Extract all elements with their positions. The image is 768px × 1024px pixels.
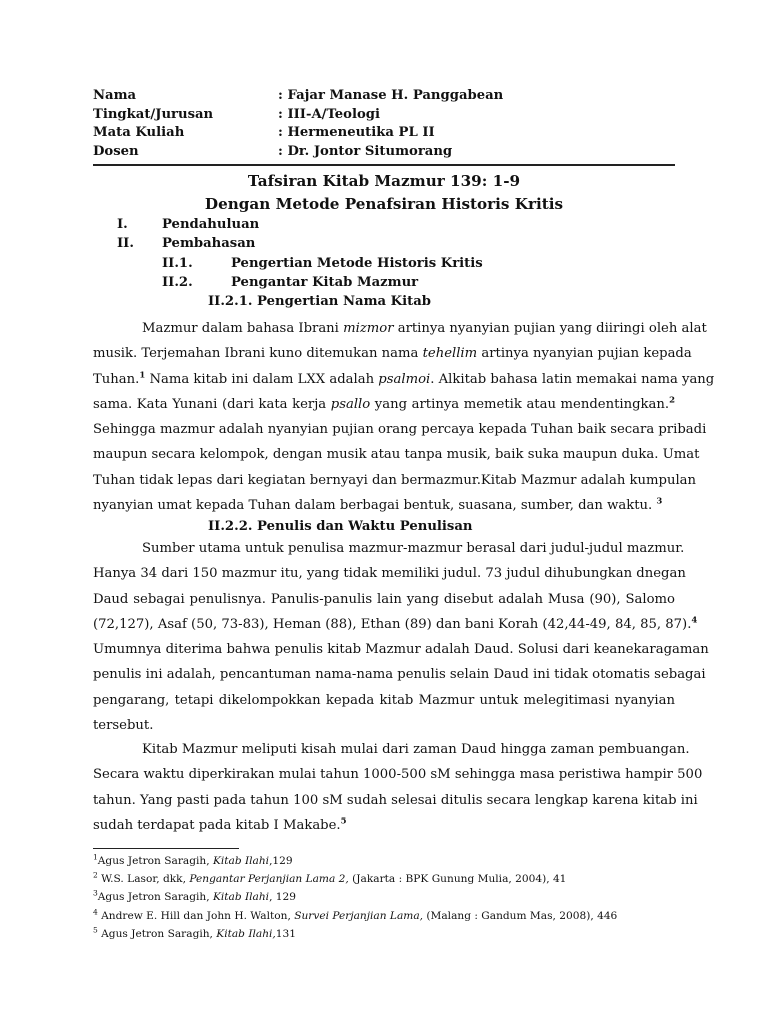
text-line: Sumber utama untuk penulisa mazmur-mazmur berasal dari judul-judul mazmur. [142,541,685,556]
text-line: Secara waktu diperkirakan mulai tahun 1000-500 sM sehingga masa peristiwa hampir 500 [93,767,703,783]
text-line: (72,127), Asaf (50, 73-83), Heman (88), Ethan (89) dan bani Korah (42,44-49, 84, 85, 87).$^4$ [93,615,698,632]
student-info-block [93,88,675,163]
info-value: : Hermeneutika PL II [278,125,435,141]
text-line: Mazmur dalam bahasa Ibrani mizmor artinya nyanyian pujian yang diiringi oleh alat [142,321,707,336]
outline-text: Pengertian Metode Historis Kritis [231,256,483,271]
text-line: tersebut. [93,718,154,734]
info-value: : III-A/Teologi [278,106,381,122]
text-line: Sehingga mazmur adalah nyanyian pujian orang percaya kepada Tuhan baik secara pribadi [93,422,707,438]
info-row-nama [93,88,675,107]
info-row-tingkat [93,107,675,126]
footnotes [93,852,693,943]
info-value: : Fajar Manase H. Panggabean [278,88,504,103]
footnote-ref: 3 [656,496,663,507]
text-line: sudah terdapat pada kitab I Makabe.$^5$ [93,816,347,833]
text-line: penulis ini adalah, pencantuman nama-nama penulis selain Daud ini tidak otomatis sebagai [93,667,706,683]
info-row-dosen [93,144,675,163]
text-line: Tuhan.$^1$ Nama kitab ini dalam LXX adalah psalmoi. Alkitab bahasa latin memakai nama yang [93,370,715,387]
footnote: $^4$ Andrew E. Hill dan John H. Walton, Survei Perjanjian Lama, (Malang : Gandum Mas, 2008), 446 [93,907,618,922]
paragraph-waktu [93,737,703,838]
outline-text: Pendahuluan [162,217,260,232]
text-line: Umumnya diterima bahwa penulis kitab Mazmur adalah Daud. Solusi dari keanekaragaman [93,642,709,658]
text-line: tahun. Yang pasti pada tahun 100 sM sudah selesai ditulis secara lengkap karena kitab ini [93,792,698,808]
text-line: pengarang, tetapi dikelompokkan kepada kitab Mazmur untuk melegitimasi nyanyian [93,692,675,708]
outline-number: II.2. [162,275,193,290]
paragraph-penulis [93,536,709,738]
outline-number: II.1. [162,256,193,271]
outline-number: II. [117,236,134,251]
document-title: Tafsiran Kitab Mazmur 139: 1-9 [247,172,521,190]
footnote: $^1$Agus Jetron Saragih, Kitab Ilahi,129 [93,852,293,867]
text-line: maupun secara kelompok, dengan musik atau tanpa musik, baik suka maupun duka. Umat [93,447,700,463]
header-divider [93,164,675,166]
paragraph-nama-kitab [93,316,715,518]
info-value: : Dr. Jontor Situmorang [278,144,453,160]
section-heading-2-2-2: II.2.2. Penulis dan Waktu Penulisan [208,519,473,534]
info-label: Tingkat/Jurusan [93,106,214,122]
text-line: Hanya 34 dari 150 mazmur itu, yang tidak memiliki judul. 73 judul dihubungkan dnegan [93,566,686,582]
section-heading-2-2-1: II.2.1. Pengertian Nama Kitab [208,294,431,309]
footnote-ref: 5 [340,816,347,827]
footnote: $^3$Agus Jetron Saragih, Kitab Ilahi, 129 [93,888,297,904]
text-line: musik. Terjemahan Ibrani kuno ditemukan nama tehellim artinya nyanyian pujian kepada [93,346,692,362]
info-row-mata-kuliah [93,125,675,144]
footnote-ref: 2 [669,395,676,406]
outline-text: Pengantar Kitab Mazmur [231,275,419,290]
text-line: sama. Kata Yunani (dari kata kerja psallo yang artinya memetik atau mendentingkan.$^2$ [93,395,676,412]
outline-number: I. [117,217,128,232]
footnote-separator [93,848,239,849]
footnote-ref: 4 [691,615,698,626]
text-line: Kitab Mazmur meliputi kisah mulai dari zaman Daud hingga zaman pembuangan. [142,742,690,757]
footnote: $^2$ W.S. Lasor, dkk, Pengantar Perjanjian Lama 2, (Jakarta : BPK Gunung Mulia, 2004), 41 [93,870,567,886]
footnote: $^5$ Agus Jetron Saragih, Kitab Ilahi,131 [93,925,297,940]
info-label: Dosen [93,144,139,160]
text-line: Daud sebagai penulisnya. Panulis-panulis lain yang disebut adalah Musa (90), Salomo [93,591,675,607]
text-line: Tuhan tidak lepas dari kegiatan bernyayi dan bermazmur.Kitab Mazmur adalah kumpulan [93,472,697,488]
info-label: Nama [93,88,137,103]
document-subtitle: Dengan Metode Penafsiran Historis Kritis [204,195,564,213]
footnote-ref: 1 [139,370,146,381]
text-line: nyanyian umat kepada Tuhan dalam berbagai bentuk, suasana, sumber, dan waktu. $^3$ [93,496,663,514]
outline-text: Pembahasan [162,236,256,251]
info-label: Mata Kuliah [93,125,185,141]
